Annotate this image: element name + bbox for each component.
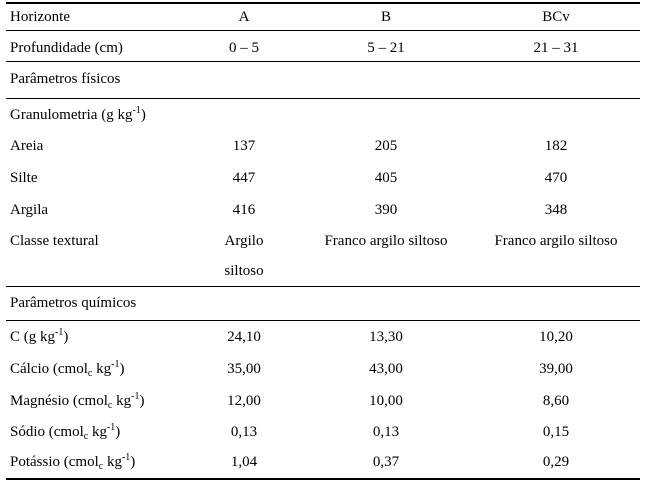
carbon-row bbox=[0, 322, 646, 352]
chemical-section-title: Parâmetros químicos bbox=[10, 295, 137, 311]
physical-section-divider bbox=[6, 98, 640, 99]
bottom-border bbox=[6, 478, 640, 480]
cell-b: 205 bbox=[374, 138, 398, 154]
magnesium-b: 10,00 bbox=[369, 393, 403, 409]
physical-section-row bbox=[0, 64, 646, 94]
carbon-label: C (g $kg^{-1}$) bbox=[10, 327, 69, 345]
row-label: Silte bbox=[10, 170, 38, 186]
magnesium-label: Magnésio (cmol$_c$ $kg^{-1}$) bbox=[10, 391, 145, 411]
potassium-row bbox=[0, 447, 646, 477]
header-bcv: BCv bbox=[542, 9, 570, 25]
header-horizonte: Horizonte bbox=[10, 9, 70, 25]
sodium-row bbox=[0, 417, 646, 447]
carbon-a: 24,10 bbox=[227, 329, 261, 345]
cell-a: 416 bbox=[232, 202, 256, 218]
magnesium-a: 12,00 bbox=[227, 393, 261, 409]
carbon-b: 13,30 bbox=[369, 329, 403, 345]
table-row bbox=[0, 131, 646, 161]
sodium-a: 0,13 bbox=[230, 424, 258, 440]
potassium-bcv: 0,29 bbox=[542, 454, 570, 470]
depth-b: 5 – 21 bbox=[367, 40, 405, 56]
header-row bbox=[0, 2, 646, 32]
calcium-bcv: 39,00 bbox=[539, 361, 573, 377]
row-label: Argila bbox=[10, 202, 49, 218]
carbon-bcv: 10,20 bbox=[539, 329, 573, 345]
cell-bcv: 348 bbox=[544, 202, 568, 218]
calcium-row bbox=[0, 354, 646, 384]
sodium-b: 0,13 bbox=[372, 424, 400, 440]
chemical-section-top-divider bbox=[6, 286, 640, 287]
textural-class-label: Classe textural bbox=[10, 233, 99, 249]
cell-b: 390 bbox=[374, 202, 398, 218]
table-row bbox=[0, 195, 646, 225]
table-row bbox=[0, 163, 646, 193]
cell-bcv: 182 bbox=[544, 138, 568, 154]
depth-row bbox=[0, 33, 646, 63]
calcium-b: 43,00 bbox=[369, 361, 403, 377]
sodium-label: Sódio (cmol$_c$ $kg^{-1}$) bbox=[10, 422, 121, 442]
textural-class-row bbox=[0, 226, 646, 286]
potassium-b: 0,37 bbox=[372, 454, 400, 470]
chemical-section-row bbox=[0, 288, 646, 318]
cell-a: 137 bbox=[232, 138, 256, 154]
cell-b: 405 bbox=[374, 170, 398, 186]
row-label: Areia bbox=[10, 138, 44, 154]
calcium-label: Cálcio (cmol$_c$ $kg^{-1}$) bbox=[10, 359, 125, 379]
textural-class-bcv: Franco argilo siltoso bbox=[494, 233, 618, 249]
granulometry-row bbox=[0, 100, 646, 130]
depth-a: 0 – 5 bbox=[229, 40, 259, 56]
magnesium-row bbox=[0, 386, 646, 416]
sodium-bcv: 0,15 bbox=[542, 424, 570, 440]
magnesium-bcv: 8,60 bbox=[542, 393, 570, 409]
depth-bcv: 21 – 31 bbox=[533, 40, 579, 56]
granulometry-label: Granulometria (g $kg^{-1}$) bbox=[10, 105, 146, 123]
calcium-a: 35,00 bbox=[227, 361, 261, 377]
cell-a: 447 bbox=[232, 170, 256, 186]
depth-label: Profundidade (cm) bbox=[10, 40, 123, 56]
header-a: A bbox=[238, 9, 250, 25]
cell-bcv: 470 bbox=[544, 170, 568, 186]
potassium-label: Potássio (cmol$_c$ $kg^{-1}$) bbox=[10, 452, 136, 472]
textural-class-b: Franco argilo siltoso bbox=[324, 233, 448, 249]
header-b: B bbox=[380, 9, 391, 25]
physical-section-title: Parâmetros físicos bbox=[10, 71, 121, 87]
textural-class-a: Argilo siltoso bbox=[224, 233, 264, 279]
potassium-a: 1,04 bbox=[230, 454, 258, 470]
chemical-section-divider bbox=[6, 320, 640, 321]
